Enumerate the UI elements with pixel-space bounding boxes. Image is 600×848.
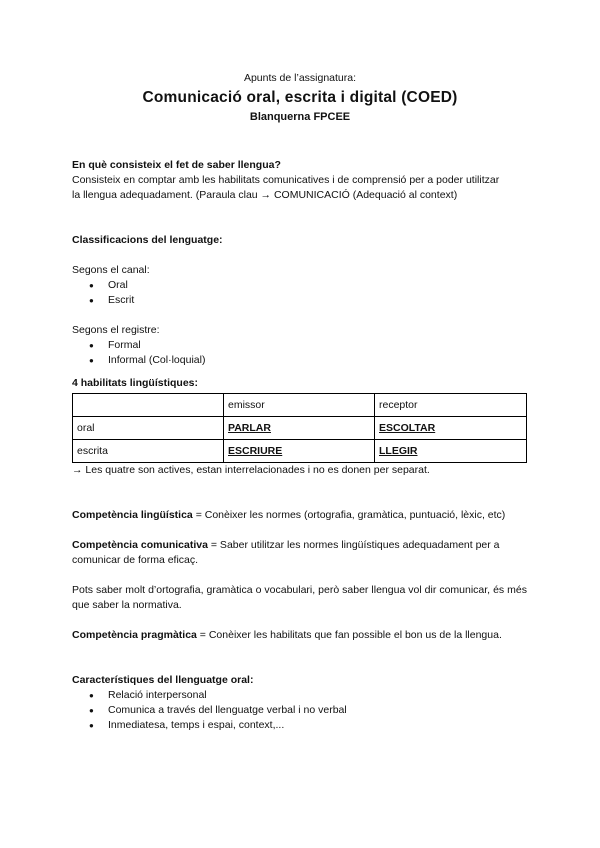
table-cell: ESCOLTAR bbox=[375, 417, 527, 440]
registre-label: Segons el registre: bbox=[72, 324, 160, 336]
list-item: ● Comunica a través del llenguatge verbal i no verbal bbox=[72, 703, 527, 718]
document-header bbox=[0, 71, 600, 124]
competence-communicative bbox=[72, 538, 527, 568]
term: Competència pragmàtica bbox=[72, 629, 197, 641]
competence-pragmatic bbox=[72, 628, 527, 643]
canal-label: Segons el canal: bbox=[72, 264, 150, 276]
definition: = Conèixer les habilitats que fan possible el bon us de la llengua. bbox=[196, 629, 502, 641]
term: Competència lingüística bbox=[72, 509, 193, 521]
table-cell: oral bbox=[73, 417, 224, 440]
list-item: ● Formal bbox=[72, 338, 527, 353]
list-item: ● Inmediatesa, temps i espai, context,... bbox=[72, 718, 527, 733]
registre-list bbox=[72, 338, 527, 368]
answer-line-2: la llengua adequadament. (Paraula clau → COMUNICACIÓ (Adequació al context) bbox=[72, 189, 458, 201]
term: Competència comunicativa bbox=[72, 539, 208, 551]
list-item: ● Oral bbox=[72, 278, 527, 293]
table-cell: receptor bbox=[375, 394, 527, 417]
competence-paragraph: Pots saber molt d’ortografia, gramàtica o vocabulari, però saber llengua vol dir comunicar, és més que saber la normativa. bbox=[72, 584, 527, 611]
skills-table bbox=[72, 393, 527, 463]
table-cell: escrita bbox=[73, 440, 224, 463]
table-cell bbox=[73, 394, 224, 417]
skills-note: → Les quatre son actives, estan interrelacionades i no es donen per separat. bbox=[72, 464, 430, 476]
table-row bbox=[73, 394, 527, 417]
document-body bbox=[72, 158, 527, 733]
table-cell: PARLAR bbox=[224, 417, 375, 440]
answer-line-1: Consisteix en comptar amb les habilitats comunicatives i de comprensió per a poder utilitzar bbox=[72, 174, 500, 186]
canal-list bbox=[72, 278, 527, 308]
header-subtitle: Apunts de l’assignatura: bbox=[243, 72, 357, 84]
table-row bbox=[73, 417, 527, 440]
classifications-heading: Classificacions del lenguatge: bbox=[72, 234, 223, 246]
table-cell: LLEGIR bbox=[375, 440, 527, 463]
question-heading: En què consisteix el fet de saber llengua? bbox=[72, 159, 281, 171]
definition: = Saber utilitzar les normes lingüístiques adequadament per a comunicar de forma eficaç. bbox=[72, 539, 500, 566]
skills-heading: 4 habilitats lingüístiques: bbox=[72, 377, 199, 389]
list-item: ● Informal (Col·loquial) bbox=[72, 353, 527, 368]
document-title: Comunicació oral, escrita i digital (COED) bbox=[142, 89, 458, 106]
list-item: ● Escrit bbox=[72, 293, 527, 308]
table-cell: emissor bbox=[224, 394, 375, 417]
table-cell: ESCRIURE bbox=[224, 440, 375, 463]
list-item: ● Relació interpersonal bbox=[72, 688, 527, 703]
course-name: Blanquerna FPCEE bbox=[249, 111, 351, 123]
definition: = Conèixer les normes (ortografia, gramàtica, puntuació, lèxic, etc) bbox=[192, 509, 506, 521]
table-row bbox=[73, 440, 527, 463]
competence-linguistic bbox=[72, 508, 527, 523]
oral-features-list bbox=[72, 688, 527, 733]
oral-features-heading: Característiques del llenguatge oral: bbox=[72, 674, 254, 686]
